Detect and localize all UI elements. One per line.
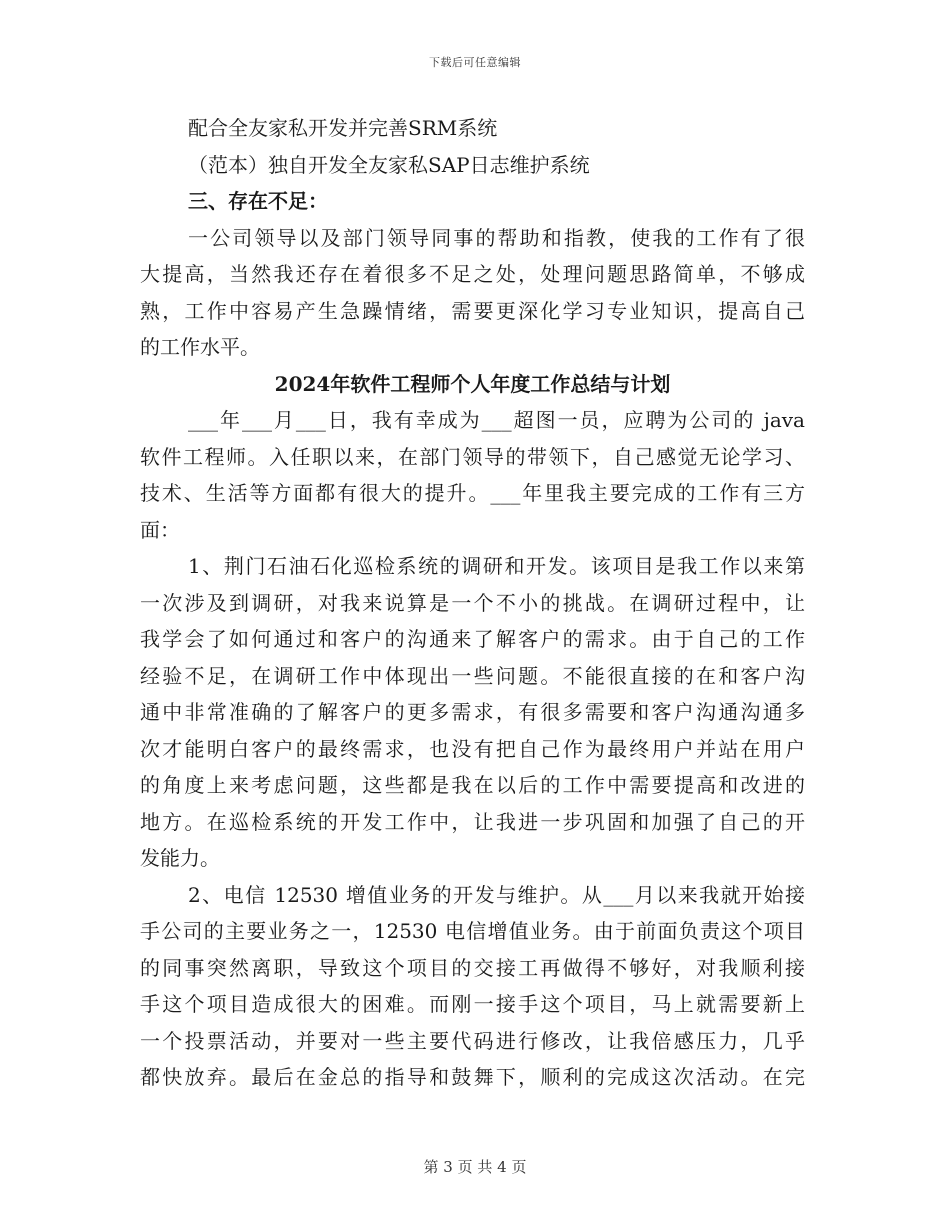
paragraph-line: 经验不足，在调研工作中体现出一些问题。不能很直接的在和客户沟 bbox=[140, 663, 805, 688]
paragraph-line: 技术、生活等方面都有很大的提升。___年里我主要完成的工作有三方 bbox=[140, 481, 805, 505]
paragraph-line: 的同事突然离职，导致这个项目的交接工再做得不够好，对我顺利接 bbox=[140, 955, 805, 980]
paragraph-line: 的工作水平。 bbox=[140, 335, 260, 359]
paragraph-line: 2、电信 12530 增值业务的开发与维护。从___月以来我就开始接 bbox=[188, 882, 805, 907]
page-footer: 第 3 页 共 4 页 bbox=[423, 1158, 527, 1176]
paragraph-line: 手公司的主要业务之一，12530 电信增值业务。由于前面负责这个项目 bbox=[140, 919, 805, 943]
paragraph-line: 发能力。 bbox=[140, 846, 220, 870]
paragraph-line: 的角度上来考虑问题，这些都是我在以后的工作中需要提高和改进的 bbox=[140, 773, 805, 797]
paragraph-line: 熟，工作中容易产生急躁情绪，需要更深化学习专业知识，提高自己 bbox=[140, 298, 805, 323]
list-item-srm: 配合全友家私开发并完善SRM系统 bbox=[188, 116, 498, 140]
paragraph-line: 1、荆门石油石化巡检系统的调研和开发。该项目是我工作以来第 bbox=[188, 554, 805, 578]
section-heading: 三、存在不足： bbox=[188, 189, 328, 213]
paragraph-line: 一次涉及到调研，对我来说算是一个不小的挑战。在调研过程中，让 bbox=[140, 590, 805, 615]
document-title: 2024年软件工程师个人年度工作总结与计划 bbox=[274, 371, 671, 396]
paragraph-line: 通中非常准确的了解客户的更多需求，有很多需要和客户沟通沟通多 bbox=[140, 700, 805, 724]
paragraph-line: 一公司领导以及部门领导同事的帮助和指教，使我的工作有了很 bbox=[188, 225, 805, 250]
paragraph-line: 面： bbox=[140, 517, 180, 542]
paragraph-line: ___年___月___日，我有幸成为___超图一员，应聘为公司的 java bbox=[188, 408, 805, 432]
paragraph-line: 手这个项目造成很大的困难。而刚一接手这个项目，马上就需要新上 bbox=[140, 992, 805, 1016]
paragraph-line: 一个投票活动，并要对一些主要代码进行修改，让我倍感压力，几乎 bbox=[140, 1028, 805, 1053]
paragraph-line: 我学会了如何通过和客户的沟通来了解客户的需求。由于自己的工作 bbox=[140, 627, 805, 651]
paragraph-line: 软件工程师。入任职以来，在部门领导的带领下，自己感觉无论学习、 bbox=[140, 444, 805, 469]
paragraph-line: 大提高，当然我还存在着很多不足之处，处理问题思路简单，不够成 bbox=[140, 262, 805, 286]
document-body bbox=[140, 110, 805, 1096]
paragraph-line: 地方。在巡检系统的开发工作中，让我进一步巩固和加强了自己的开 bbox=[140, 809, 805, 834]
paragraph-line: 次才能明白客户的最终需求，也没有把自己作为最终用户并站在用户 bbox=[140, 736, 805, 761]
paragraph-line: 都快放弃。最后在金总的指导和鼓舞下，顺利的完成这次活动。在完 bbox=[140, 1065, 805, 1089]
list-item-sap: （范本）独自开发全友家私SAP日志维护系统 bbox=[188, 152, 590, 177]
page-header: 下载后可任意编辑 bbox=[429, 56, 521, 69]
